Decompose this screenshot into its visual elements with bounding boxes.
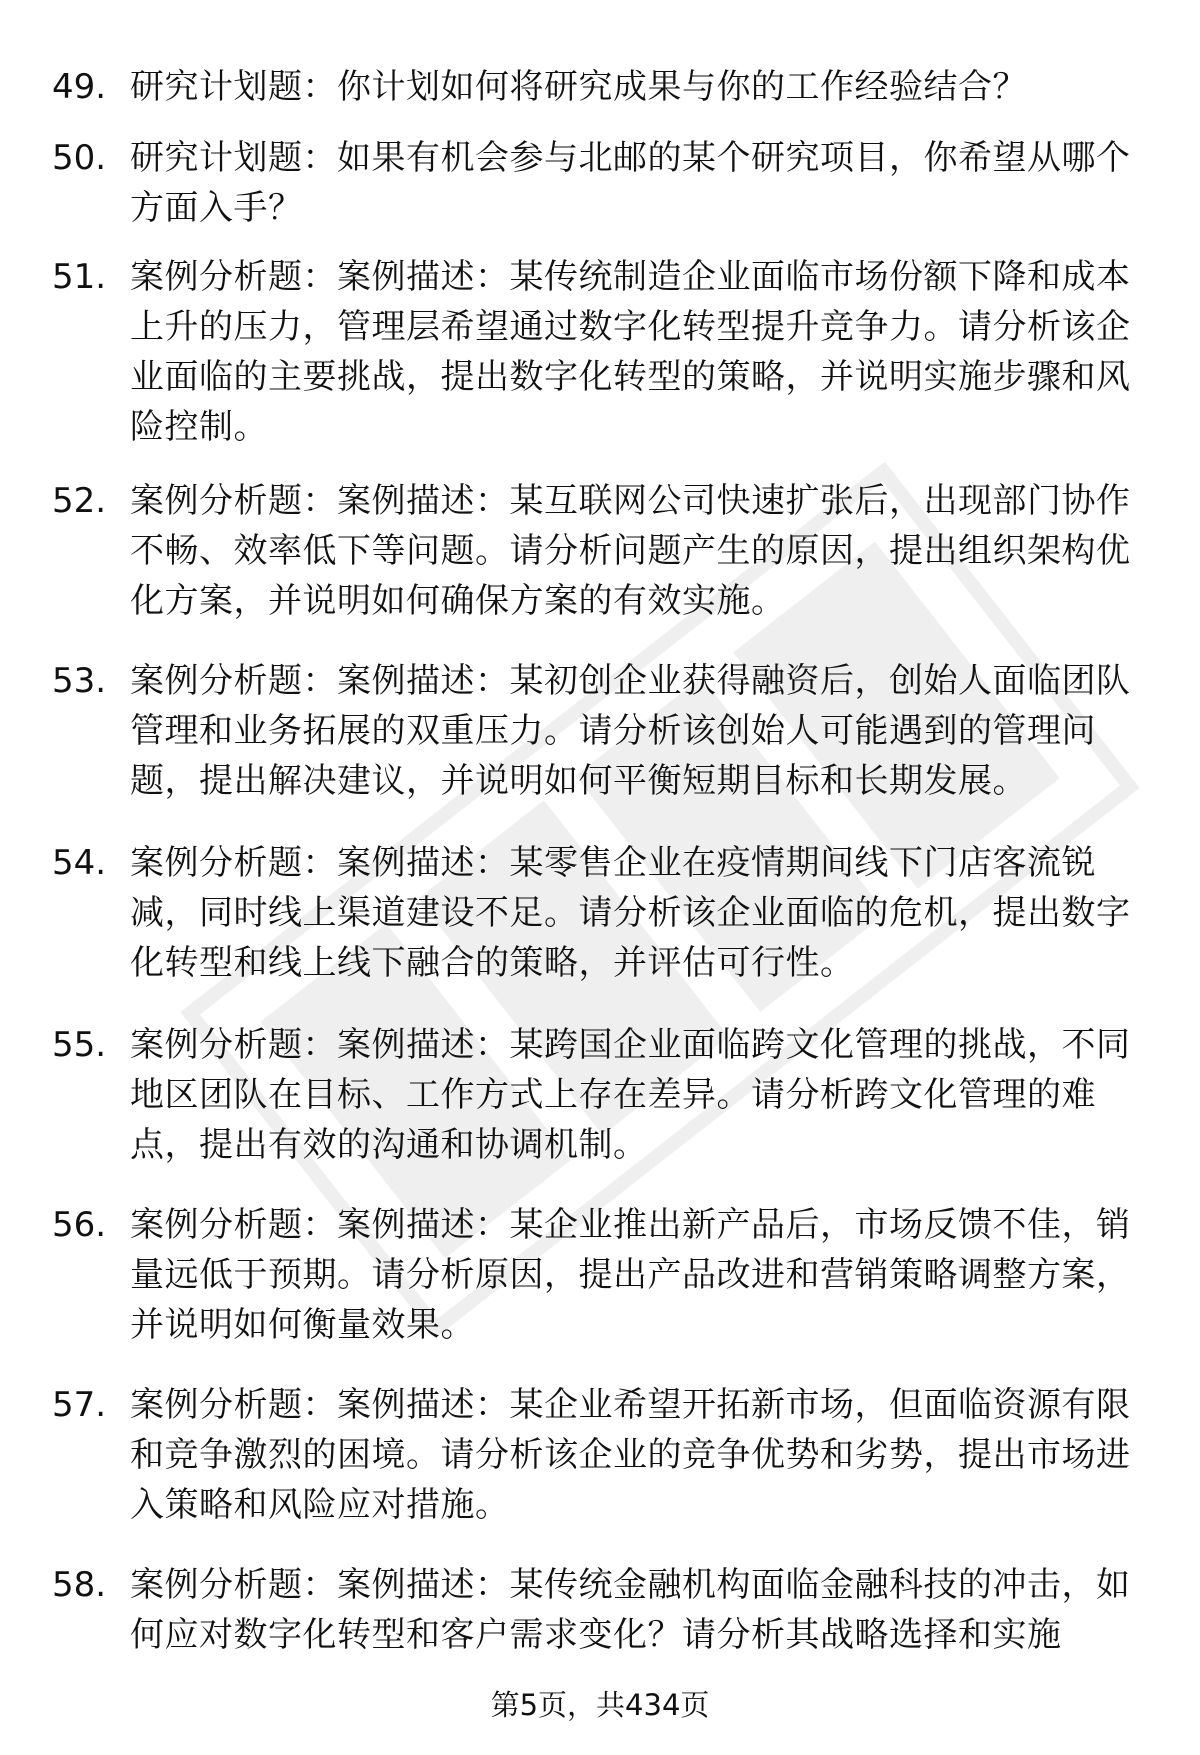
question-item (52, 838, 1156, 988)
question-number: 56. (52, 1205, 107, 1245)
question-text: 案例分析题：案例描述：某企业推出新产品后，市场反馈不佳，销量远低于预期。请分析原因，提出产品改进和营销策略调整方案，并说明如何衡量效果。 (130, 1205, 1131, 1345)
page-footer: 第5页，共434页 (490, 1688, 710, 1722)
question-item (52, 1020, 1156, 1170)
question-number: 49. (52, 67, 107, 107)
question-text: 案例分析题：案例描述：某传统金融机构面临金融科技的冲击，如何应对数字化转型和客户需求变化？请分析其战略选择和实施 (130, 1565, 1131, 1655)
question-item (52, 1380, 1156, 1530)
question-item (52, 1200, 1156, 1350)
question-text: 研究计划题：你计划如何将研究成果与你的工作经验结合？ (130, 67, 1027, 107)
question-item (52, 476, 1156, 626)
question-number: 53. (52, 661, 107, 701)
question-item (52, 656, 1156, 806)
question-item (52, 62, 1156, 112)
question-number: 52. (52, 481, 107, 521)
question-number: 55. (52, 1025, 107, 1065)
question-item (52, 133, 1156, 233)
question-text: 案例分析题：案例描述：某传统制造企业面临市场份额下降和成本上升的压力，管理层希望通过数字化转型提升竞争力。请分析该企业面临的主要挑战，提出数字化转型的策略，并说明实施步骤和风险控制。 (130, 257, 1131, 447)
question-text: 案例分析题：案例描述：某跨国企业面临跨文化管理的挑战，不同地区团队在目标、工作方式上存在差异。请分析跨文化管理的难点，提出有效的沟通和协调机制。 (130, 1025, 1131, 1165)
question-item (52, 1560, 1156, 1660)
question-number: 58. (52, 1565, 107, 1605)
question-item (52, 252, 1156, 452)
question-number: 50. (52, 138, 107, 178)
question-number: 51. (52, 257, 107, 297)
question-text: 案例分析题：案例描述：某零售企业在疫情期间线下门店客流锐减，同时线上渠道建设不足。请分析该企业面临的危机，提出数字化转型和线上线下融合的策略，并评估可行性。 (130, 843, 1131, 983)
question-number: 54. (52, 843, 107, 883)
question-text: 研究计划题：如果有机会参与北邮的某个研究项目，你希望从哪个方面入手？ (130, 138, 1131, 228)
question-text: 案例分析题：案例描述：某互联网公司快速扩张后，出现部门协作不畅、效率低下等问题。请分析问题产生的原因，提出组织架构优化方案，并说明如何确保方案的有效实施。 (130, 481, 1131, 621)
question-text: 案例分析题：案例描述：某企业希望开拓新市场，但面临资源有限和竞争激烈的困境。请分析该企业的竞争优势和劣势，提出市场进入策略和风险应对措施。 (130, 1385, 1131, 1525)
question-number: 57. (52, 1385, 107, 1425)
question-text: 案例分析题：案例描述：某初创企业获得融资后，创始人面临团队管理和业务拓展的双重压力。请分析该创始人可能遇到的管理问题，提出解决建议，并说明如何平衡短期目标和长期发展。 (130, 661, 1131, 801)
